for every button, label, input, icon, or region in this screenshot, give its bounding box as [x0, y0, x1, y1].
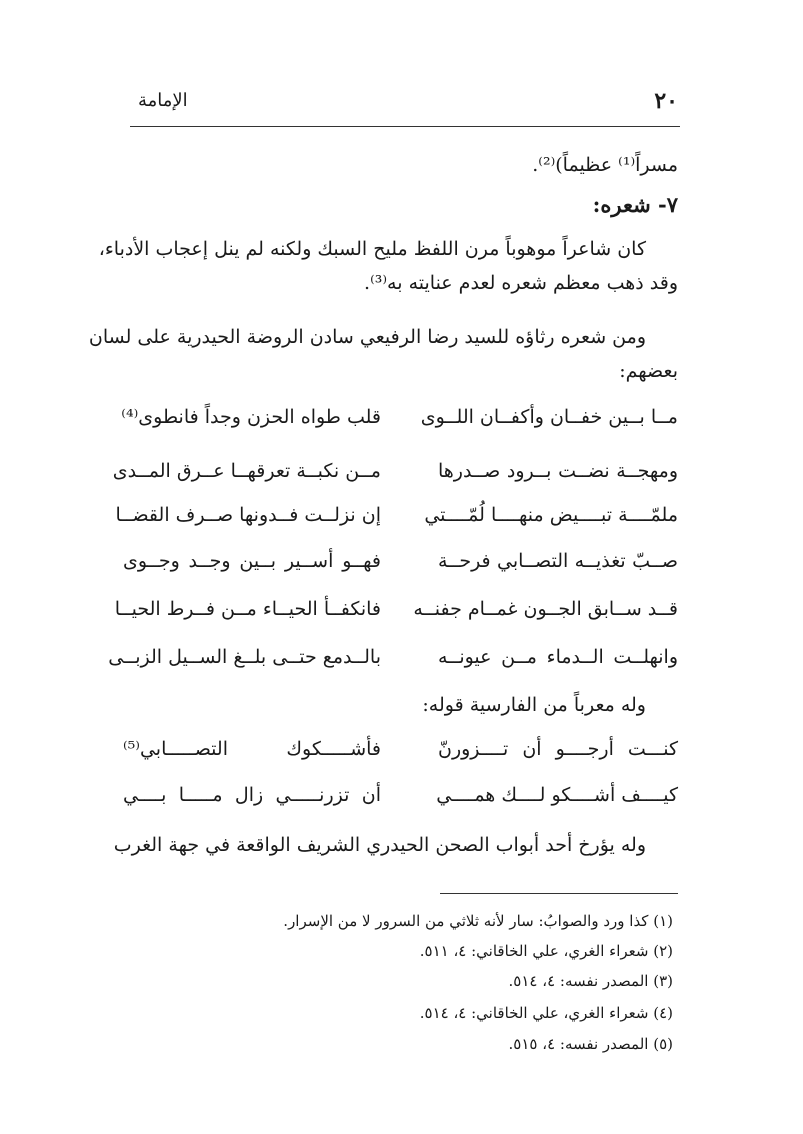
- footnote: (٣) المصدر نفسه: ٤، ٥١٤.: [508, 972, 673, 990]
- footnote: (٥) المصدر نفسه: ٤، ٥١٥.: [508, 1035, 673, 1053]
- paragraph-line: وله يؤرخ أحد أبواب الصحن الحيدري الشريف الواقعة في جهة الغرب: [113, 834, 646, 856]
- verse-first-hemistich: كنـــت أرجــــو أن تــــزورنّ: [438, 738, 678, 760]
- section-heading: ٧- شعره:: [592, 192, 678, 217]
- verse-second-hemistich: قلب طواه الحزن وجداً فانطوى⁽⁴⁾: [121, 406, 381, 428]
- verse-line: [112, 456, 678, 486]
- verse-second-hemistich: فأشـــــكوك التصـــــابي⁽⁵⁾: [123, 738, 381, 760]
- verse-line: [115, 500, 678, 530]
- paragraph-line: كان شاعراً موهوباً مرن اللفظ مليح السبك ولكنه لم ينل إعجاب الأدباء،: [98, 238, 646, 260]
- verse-first-hemistich: كيــــف أشــــكو لــــك همــــي: [436, 784, 678, 806]
- paragraph-line: ومن شعره رثاؤه للسيد رضا الرفيعي سادن الروضة الحيدرية على لسان: [88, 326, 646, 348]
- verse-second-hemistich: أن تزرنـــــي زال مـــــا بــــي: [123, 784, 381, 806]
- verse-first-hemistich: وانهلــت الــدماء مــن عيونــه: [438, 646, 678, 668]
- verse-first-hemistich: ومهجــة نضــت بــرود صــدرها: [438, 460, 678, 482]
- footnote: (٤) شعراء الغري، علي الخاقاني: ٤، ٥١٤.: [419, 1004, 673, 1022]
- page-number: ٢٠: [654, 88, 678, 114]
- verse-second-hemistich: مــن نكبــة تعرقهــا عــرق المــدى: [112, 460, 381, 482]
- verse-first-hemistich: صــبّ تغذيــه التصــابي فرحــة: [438, 550, 678, 572]
- verse-second-hemistich: بالــدمع حتــى بلــغ الســيل الزبــى: [108, 646, 381, 668]
- verse-line: [114, 594, 678, 624]
- verse-second-hemistich: فهــو أســير بــين وجــد وجــوى: [123, 550, 381, 572]
- verse-line: [123, 546, 678, 576]
- footnote: (١) كذا ورد والصوابُ: سار لأنه ثلاثي من السرور لا من الإسرار.: [283, 912, 673, 930]
- verse-first-hemistich: مــا بــين خفــان وأكفــان اللــوى: [420, 406, 678, 428]
- page-header: [138, 88, 678, 120]
- verse-second-hemistich: فانكفــأ الحيــاء مــن فــرط الحيــا: [114, 598, 381, 620]
- verse-first-hemistich: قــد ســابق الجــون غمــام جفنــه: [413, 598, 678, 620]
- paragraph-line: بعضهم:: [619, 360, 678, 382]
- text-line: مسراً⁽¹⁾ عظيماً)⁽²⁾.: [532, 154, 678, 176]
- paragraph-line: وقد ذهب معظم شعره لعدم عنايته به⁽³⁾.: [364, 272, 678, 294]
- running-title: الإمامة: [138, 90, 188, 111]
- verse-line: [123, 402, 678, 432]
- verse-line: [108, 642, 678, 672]
- footnote: (٢) شعراء الغري، علي الخاقاني: ٤، ٥١١.: [419, 942, 673, 960]
- header-divider: [130, 126, 680, 127]
- verse-second-hemistich: إن نزلــت فــدونها صــرف القضــا: [115, 504, 381, 526]
- paragraph-line: وله معرباً من الفارسية قوله:: [422, 694, 646, 716]
- verse-line: [123, 780, 678, 810]
- verse-line: [123, 734, 678, 764]
- footnote-divider: [440, 893, 678, 894]
- verse-first-hemistich: ملمّــــة تبــــيض منهــــا لُمّــــتي: [424, 504, 678, 526]
